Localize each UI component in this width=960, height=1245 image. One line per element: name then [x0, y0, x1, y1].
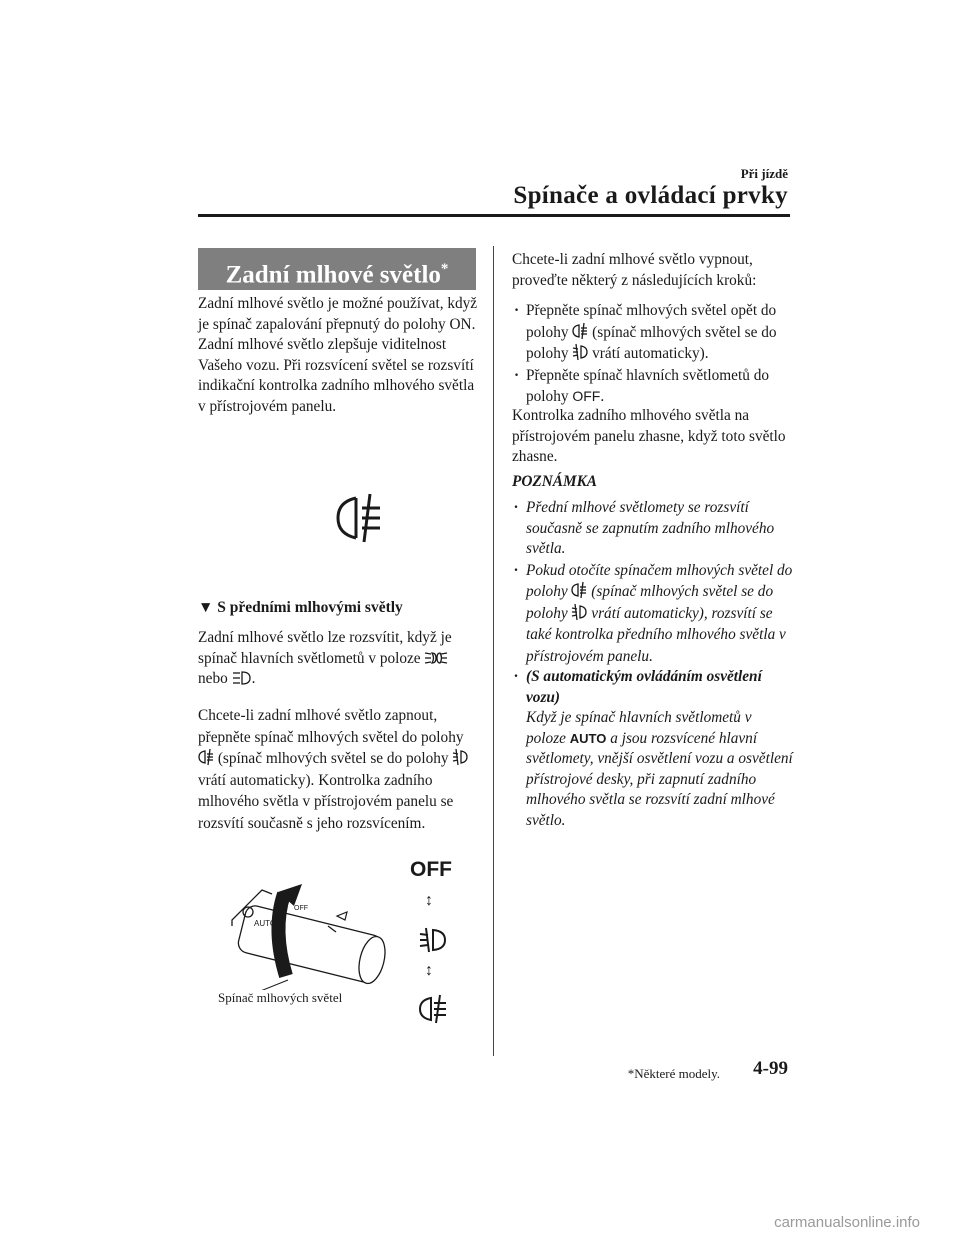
position-arrow-2: ↕ [425, 962, 433, 979]
position-off-label: OFF [410, 858, 452, 881]
turn-off-step-2: · Přepněte spínač hlavních světlometů do polohy OFF. [512, 365, 792, 408]
note-item-3 [512, 667, 794, 831]
rear-fog-indicator-icon [334, 490, 384, 546]
note-list [512, 498, 794, 831]
n3-text-b: a jsou rozsvícené hlavní světlomety, vnější osvětlení vozu a osvětlení přístrojové desky, při zapnutí zadního mlhového světla se rozsvítí zadní mlhové světlo. [526, 729, 793, 829]
turn-off-step-1 [512, 300, 792, 365]
position-front-fog-icon [418, 926, 448, 954]
fog-switch-stalk-diagram [212, 880, 392, 990]
b1-text-a: Přepněte spínač mlhových světel opět do polohy [526, 302, 777, 341]
note-item-1 [512, 498, 794, 560]
stalk-auto-label: AUTO [254, 919, 277, 928]
indicator-off-paragraph: Kontrolka zadního mlhového světla na přístrojovém panelu zhasne, když toto světlo zhasne. [512, 407, 786, 465]
page-title [198, 248, 476, 290]
n2-text-b: (spínač mlhových světel se do polohy [526, 583, 774, 622]
turn-off-steps [512, 300, 792, 408]
p2-text-a: Zadní mlhové světlo lze rozsvítit, když je spínač hlavních světlometů v poloze [198, 629, 452, 667]
n3-heading: (S automatickým ovládáním osvětlení vozu) [526, 668, 762, 706]
n3-text-a: Když je spínač hlavních světlometů v poloze [526, 709, 752, 747]
rear-fog-icon [572, 322, 588, 340]
headlight-icon [232, 670, 252, 686]
p3-text-a: Chcete-li zadní mlhové světlo zapnout, přepněte spínač mlhových světel do polohy [198, 707, 464, 746]
page-title-text: Zadní mlhové světlo [225, 261, 441, 289]
b1-text-c: vrátí automaticky). [592, 345, 709, 362]
front-fog-icon [571, 603, 587, 621]
note-heading: POZNÁMKA [512, 473, 597, 490]
switch-on-paragraph [198, 705, 483, 834]
subheading-marker: ▼ [198, 599, 214, 616]
b1-text-b: (spínač mlhových světel se do polohy [526, 323, 777, 362]
front-fog-icon [572, 343, 588, 361]
model-footnote-mark: * [440, 261, 449, 277]
position-arrow-1: ↕ [425, 892, 433, 909]
front-fog-icon [452, 748, 468, 766]
header-rule [198, 214, 790, 217]
n3-auto-label: AUTO [569, 730, 607, 746]
subheading-text: S předními mlhovými světly [217, 599, 403, 616]
footer-note: *Některé modely. [627, 1066, 720, 1081]
column-divider [493, 246, 494, 1056]
intro-paragraph: Zadní mlhové světlo je možné používat, když je spínač zapalování přepnutý do polohy ON. Zadní mlhové světlo zlepšuje viditelnost Vašeho vozu. Při rozsvícení světel se rozsvítí indikační kontrolka zadního mlhového světla v přístrojovém panelu. [198, 295, 478, 415]
p3-text-b: (spínač mlhových světel se do polohy [217, 750, 449, 767]
page-number: 4-99 [753, 1058, 788, 1079]
n2-text-c: vrátí automaticky), rozsvítí se také kontrolka předního mlhového světla v přístrojovém panelu. [526, 604, 786, 665]
section-title: Spínače a ovládací prvky [513, 182, 788, 209]
rear-fog-icon [198, 748, 214, 766]
chapter-title: Při jízdě [740, 166, 788, 181]
rear-fog-icon [571, 581, 587, 599]
stalk-off-label: OFF [294, 905, 308, 912]
n2-text-a: Pokud otočíte spínačem mlhových světel do polohy [526, 561, 793, 600]
p2-text-b: nebo [198, 670, 228, 687]
parking-light-icon [424, 650, 448, 666]
watermark: carmanualsonline.info [774, 1214, 920, 1231]
n1-text: Přední mlhové světlomety se rozsvítí současně se zapnutím zadního mlhového světla. [526, 499, 775, 557]
b2-text-a: Přepněte spínač hlavních světlometů do polohy [526, 366, 769, 405]
p3-text-c: vrátí automaticky). Kontrolka zadního mlhového světla v přístrojovém panelu se rozsvítí současně s jeho rozsvícením. [198, 771, 454, 832]
fog-switch-label: Spínač mlhových světel [218, 990, 343, 1005]
position-rear-fog-icon [418, 994, 448, 1024]
note-item-2 [512, 560, 794, 668]
b2-off-label: OFF [572, 388, 601, 404]
turn-off-intro: Chcete-li zadní mlhové světlo vypnout, proveďte některý z následujících kroků: [512, 251, 757, 289]
subheading-front-fog [198, 598, 403, 619]
front-fog-paragraph: Zadní mlhové světlo lze rozsvítit, když je spínač hlavních světlometů v poloze nebo . [198, 629, 452, 687]
